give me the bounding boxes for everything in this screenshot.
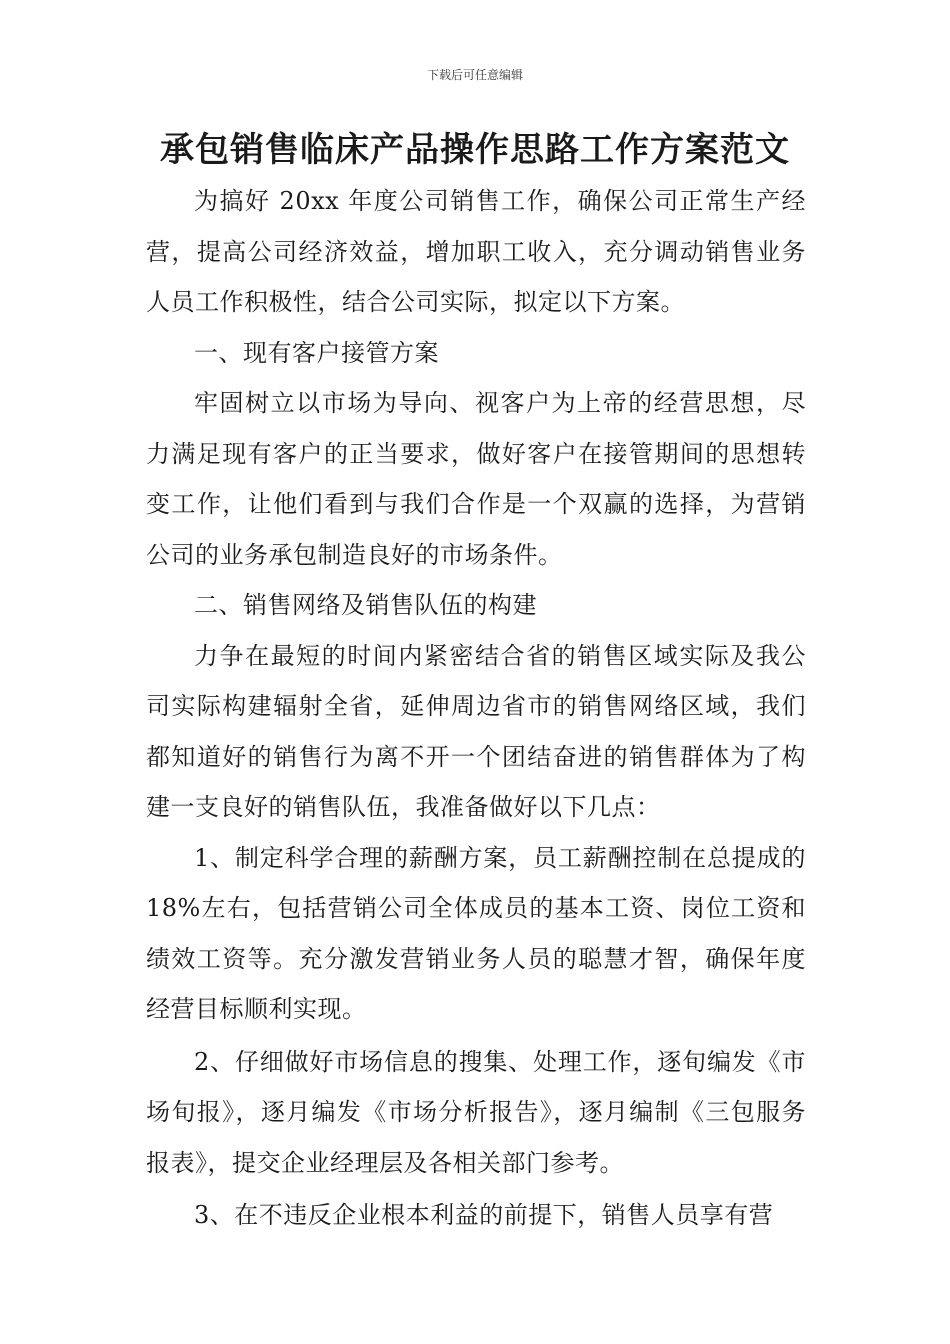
header-note: 下载后可任意编辑 [426,68,523,82]
document-title: 承包销售临床产品操作思路工作方案范文 [160,130,790,170]
paragraph-customer-takeover: 牢固树立以市场为导向、视客户为上帝的经营思想，尽力满足现有客户的正当要求，做好客户在接管期间的思想转变工作，让他们看到与我们合作是一个双赢的选择，为营销公司的业务承包制造良好的市场条件。 [146,389,806,569]
list-item-2: 2、仔细做好市场信息的搜集、处理工作，逐旬编发《市场旬报》，逐月编发《市场分析报告》，逐月编制《三包服务报表》，提交企业经理层及各相关部门参考。 [146,1047,806,1177]
list-item-1: 1、制定科学合理的薪酬方案，员工薪酬控制在总提成的 18%左右，包括营销公司全体成员的基本工资、岗位工资和绩效工资等。充分激发营销业务人员的聪慧才智，确保年度经营目标顺利实现。 [146,843,806,1023]
section-heading-1: 一、现有客户接管方案 [194,338,439,367]
document-body [146,176,806,1241]
list-item-3: 3、在不违反企业根本利益的前提下，销售人员享有营 [194,1201,774,1229]
paragraph-sales-network: 力争在最短的时间内紧密结合省的销售区域实际及我公司实际构建辐射全省，延伸周边省市的销售网络区域，我们都知道好的销售行为离不开一个团结奋进的销售群体为了构建一支良好的销售队伍，我准备做好以下几点： [146,641,806,821]
paragraph-intro: 为搞好 20xx 年度公司销售工作，确保公司正常生产经营，提高公司经济效益，增加职工收入，充分调动销售业务人员工作积极性，结合公司实际，拟定以下方案。 [146,187,806,316]
section-heading-2: 二、销售网络及销售队伍的构建 [194,591,537,619]
